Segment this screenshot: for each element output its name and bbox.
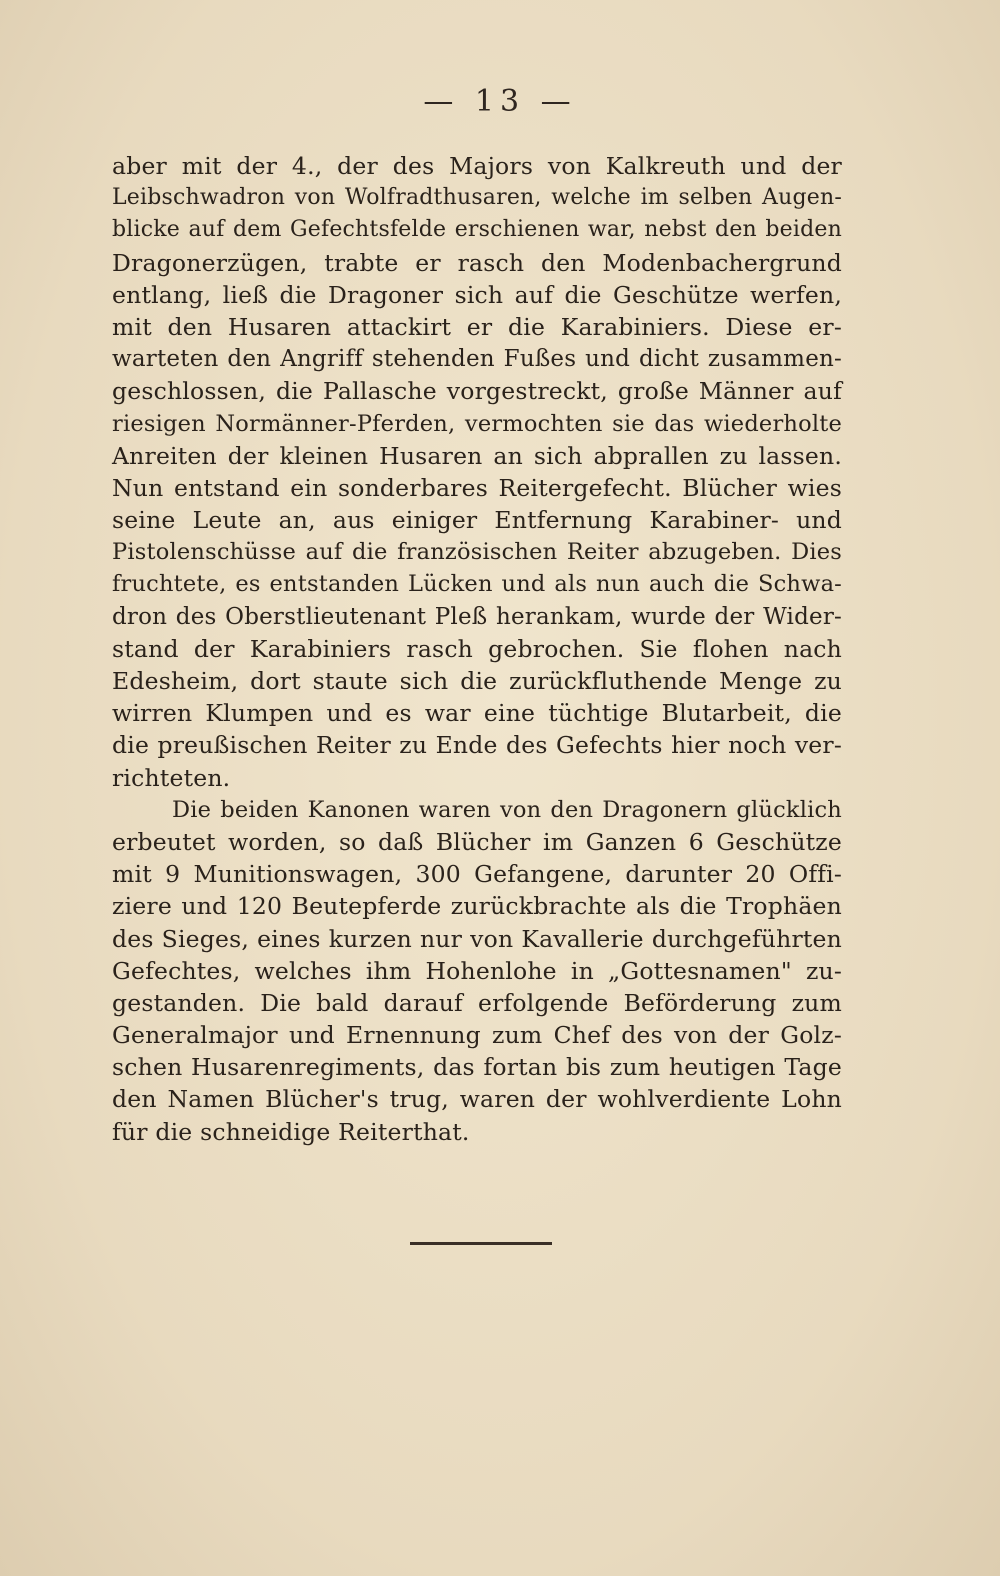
text-line: aber mit der 4., der des Majors von Kalkreuth und der: [112, 152, 842, 180]
section-end-rule: [410, 1242, 552, 1245]
text-line: des Sieges, eines kurzen nur von Kavallerie durchgeführten: [112, 924, 842, 953]
text-line: riesigen Normänner-Pferden, vermochten sie das wiederholte: [112, 410, 842, 437]
text-line: Anreiten der kleinen Husaren an sich abprallen zu lassen.: [112, 441, 842, 470]
text-line: fruchtete, es entstanden Lücken und als nun auch die Schwa-: [112, 571, 842, 598]
text-line: Dragonerzügen, trabte er rasch den Modenbachergrund: [112, 248, 842, 277]
text-line: schen Husarenregiments, das fortan bis zum heutigen Tage: [112, 1053, 842, 1082]
text-line: stand der Karabiniers rasch gebrochen. Sie flohen nach: [112, 634, 842, 663]
text-line: Gefechtes, welches ihm Hohenlohe in „Gottesnamen" zu-: [112, 956, 842, 985]
body-text: [112, 150, 842, 1148]
text-line: für die schneidige Reiterthat.: [112, 1117, 470, 1146]
text-line: warteten den Angriff stehenden Fußes und dicht zusammen-: [112, 346, 842, 373]
text-line: geschlossen, die Pallasche vorgestreckt, große Männer auf: [112, 377, 842, 406]
text-line: Die beiden Kanonen waren von den Dragonern glücklich: [172, 796, 842, 823]
text-line: Leibschwadron von Wolfradthusaren, welche im selben Augen-: [112, 185, 842, 211]
text-line: den Namen Blücher's trug, waren der wohlverdiente Lohn: [112, 1085, 842, 1114]
text-line: die preußischen Reiter zu Ende des Gefechts hier noch ver-: [112, 731, 842, 760]
text-line: ziere und 120 Beutepferde zurückbrachte als die Trophäen: [112, 892, 842, 921]
page-number: — 13 —: [423, 84, 577, 119]
text-line: blicke auf dem Gefechtsfelde erschienen war, nebst den beiden: [112, 217, 842, 243]
text-line: entlang, ließ die Dragoner sich auf die Geschütze werfen,: [112, 280, 842, 309]
text-line: wirren Klumpen und es war eine tüchtige Blutarbeit, die: [112, 699, 842, 728]
text-line: mit den Husaren attackirt er die Karabiniers. Diese er-: [112, 312, 842, 341]
text-line: Generalmajor und Ernennung zum Chef des von der Golz-: [112, 1021, 842, 1050]
text-line: Edesheim, dort staute sich die zurückfluthende Menge zu: [112, 667, 842, 695]
paragraph-2: [112, 794, 842, 1148]
text-line: Pistolenschüsse auf die französischen Reiter abzugeben. Dies: [112, 539, 842, 566]
text-line: erbeutet worden, so daß Blücher im Ganzen 6 Geschütze: [112, 827, 842, 856]
paragraph-1: [112, 150, 842, 794]
text-line: gestanden. Die bald darauf erfolgende Beförderung zum: [112, 988, 842, 1017]
text-line: Nun entstand ein sonderbares Reitergefecht. Blücher wies: [112, 473, 842, 502]
text-line: seine Leute an, aus einiger Entfernung Karabiner- und: [112, 506, 842, 535]
text-line: dron des Oberstlieutenant Pleß herankam, wurde der Wider-: [112, 603, 842, 630]
text-line: mit 9 Munitionswagen, 300 Gefangene, darunter 20 Offi-: [112, 860, 842, 889]
text-line: richteten.: [112, 763, 231, 792]
